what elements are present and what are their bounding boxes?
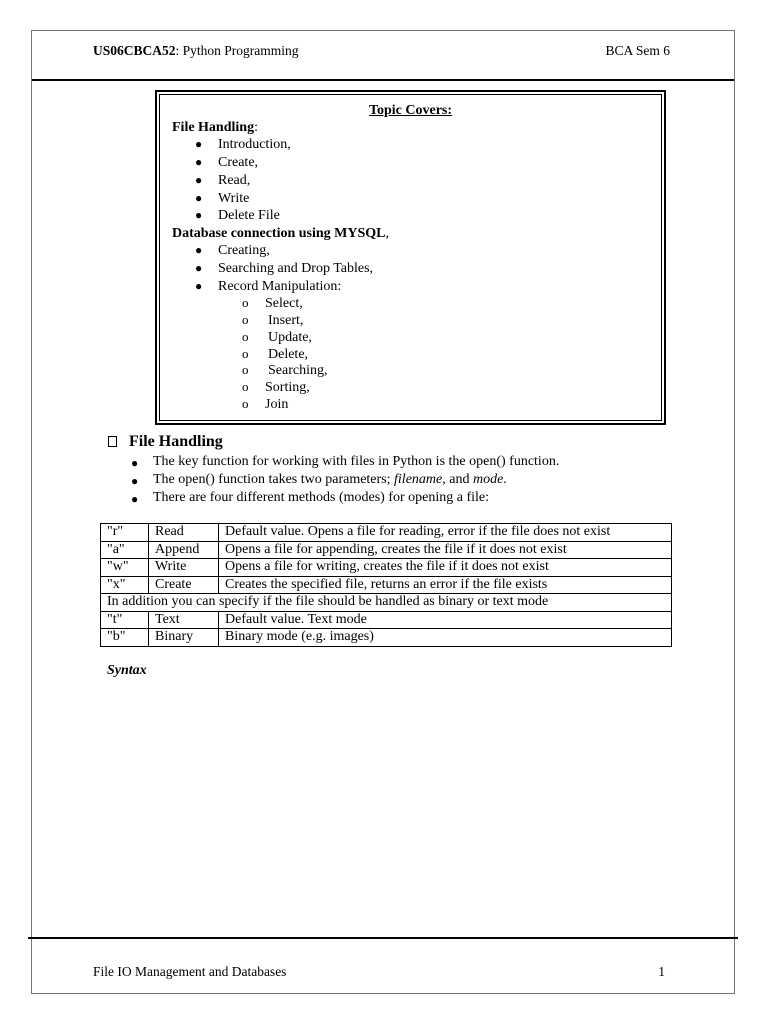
list-item: Introduction, (218, 137, 291, 152)
circle-bullet-icon: o (242, 329, 249, 344)
mode-name-cell: Create (149, 576, 219, 594)
mode-name-cell: Append (149, 541, 219, 559)
bullet-icon: ● (195, 191, 203, 205)
list-item: Creating, (218, 243, 270, 258)
sub-list-item: Insert, (268, 313, 304, 328)
mode-code-cell: "b" (101, 629, 149, 647)
table-row (101, 629, 672, 647)
list-item: Delete File (218, 208, 280, 223)
course-code: US06CBCA52 (93, 43, 176, 58)
page-header (93, 43, 670, 59)
bullet-icon: ● (131, 492, 139, 506)
syntax-label: Syntax (107, 663, 147, 678)
mode-name-cell: Text (149, 611, 219, 629)
bullet-icon: ● (195, 173, 203, 187)
sub-list-item: Select, (265, 296, 303, 311)
sub-list-item: Searching, (268, 363, 328, 378)
footer-rule (28, 937, 738, 939)
course-title: : Python Programming (175, 43, 299, 58)
circle-bullet-icon: o (242, 346, 249, 361)
mode-code-cell: "r" (101, 524, 149, 542)
bullet-icon: ● (131, 474, 139, 488)
list-item: Record Manipulation: (218, 279, 342, 294)
page-footer (93, 964, 665, 980)
mode-description-cell: Creates the specified file, returns an error if the file exists (219, 576, 672, 594)
bullet-icon: ● (131, 456, 139, 470)
sub-list-item: Sorting, (265, 380, 310, 395)
bullet-text: There are four different methods (modes) for opening a file: (153, 490, 489, 505)
bullet-icon: ● (195, 243, 203, 257)
mode-description-cell: Binary mode (e.g. images) (219, 629, 672, 647)
table-row (101, 524, 672, 542)
mode-name-cell: Write (149, 559, 219, 577)
bullet-icon: ● (195, 208, 203, 222)
table-note-cell: In addition you can specify if the file should be handled as binary or text mode (101, 594, 672, 612)
sub-list-item: Update, (268, 330, 312, 345)
bullet-text: The key function for working with files in Python is the open() function. (153, 454, 560, 469)
list-item: Create, (218, 155, 259, 170)
file-handling-label: File Handling: (172, 120, 258, 135)
bullet-icon: ● (195, 261, 203, 275)
mode-description-cell: Default value. Text mode (219, 611, 672, 629)
circle-bullet-icon: o (242, 379, 249, 394)
header-semester: BCA Sem 6 (605, 43, 670, 58)
mode-name-cell: Read (149, 524, 219, 542)
list-item: Searching and Drop Tables, (218, 261, 374, 276)
page-number: 1 (658, 964, 665, 979)
mode-description-cell: Opens a file for writing, creates the file if it does not exist (219, 559, 672, 577)
mode-code-cell: "w" (101, 559, 149, 577)
list-item: Read, (218, 173, 251, 188)
file-modes-table (100, 523, 672, 647)
bullet-text: The open() function takes two parameters; filename, and mode. (153, 472, 507, 487)
checkbox-glyph-icon (108, 436, 117, 447)
table-note-row (101, 594, 672, 612)
mode-code-cell: "x" (101, 576, 149, 594)
section-heading: File Handling (108, 433, 223, 451)
topic-box-inner (159, 94, 662, 421)
bullet-icon: ● (195, 279, 203, 293)
bullet-icon: ● (195, 137, 203, 151)
table-row (101, 576, 672, 594)
table-row (101, 559, 672, 577)
footer-title: File IO Management and Databases (93, 964, 287, 979)
header-course (93, 43, 299, 59)
circle-bullet-icon: o (242, 396, 249, 411)
circle-bullet-icon: o (242, 362, 249, 377)
table-row (101, 611, 672, 629)
sub-list-item: Join (265, 397, 289, 412)
mode-description-cell: Opens a file for appending, creates the file if it does not exist (219, 541, 672, 559)
topic-box (155, 90, 666, 425)
db-label: Database connection using MYSQL, (172, 226, 390, 241)
table-row (101, 541, 672, 559)
bullet-icon: ● (195, 155, 203, 169)
circle-bullet-icon: o (242, 312, 249, 327)
mode-description-cell: Default value. Opens a file for reading, error if the file does not exist (219, 524, 672, 542)
circle-bullet-icon: o (242, 295, 249, 310)
mode-code-cell: "t" (101, 611, 149, 629)
mode-name-cell: Binary (149, 629, 219, 647)
mode-code-cell: "a" (101, 541, 149, 559)
list-item: Write (218, 191, 250, 206)
topic-title: Topic Covers: (368, 103, 453, 118)
header-rule (32, 79, 734, 81)
sub-list-item: Delete, (268, 347, 309, 362)
